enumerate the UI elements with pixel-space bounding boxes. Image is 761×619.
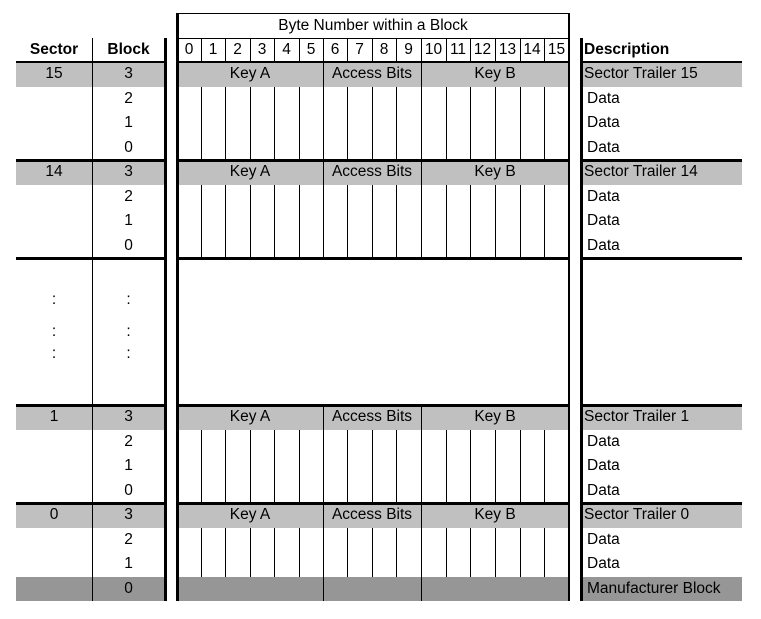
byte-divider bbox=[372, 185, 373, 210]
byte-divider bbox=[544, 209, 545, 234]
byte-divider bbox=[201, 454, 202, 479]
block-header: Block bbox=[107, 41, 150, 58]
block-number: 1 bbox=[124, 114, 133, 131]
byte-divider bbox=[396, 136, 397, 161]
byte-divider bbox=[544, 528, 545, 553]
byte-divider bbox=[201, 185, 202, 210]
byte-number-12: 12 bbox=[473, 41, 492, 58]
byte-divider bbox=[470, 479, 471, 504]
key-b-field: Key B bbox=[474, 65, 516, 82]
byte-divider bbox=[201, 552, 202, 577]
byte-number-9: 9 bbox=[404, 41, 413, 58]
byte-divider bbox=[421, 528, 422, 553]
ellipsis-sector: : bbox=[51, 323, 57, 340]
byte-divider bbox=[372, 209, 373, 234]
field-divider bbox=[323, 577, 324, 602]
byte-divider bbox=[495, 111, 496, 136]
header-bottom-rule-desc bbox=[581, 61, 742, 64]
sector-header: Sector bbox=[29, 41, 79, 58]
byte-number-8: 8 bbox=[379, 41, 389, 58]
byte-divider bbox=[421, 234, 422, 259]
byte-divider bbox=[470, 136, 471, 161]
byte-divider bbox=[274, 479, 275, 504]
field-divider bbox=[421, 160, 422, 185]
byte-divider bbox=[250, 185, 251, 210]
byte-divider bbox=[347, 479, 348, 504]
field-divider bbox=[421, 62, 422, 87]
byte-divider bbox=[225, 528, 226, 553]
byte-divider bbox=[372, 454, 373, 479]
byte-number-15: 15 bbox=[547, 41, 566, 58]
byte-divider bbox=[495, 528, 496, 553]
byte-divider bbox=[250, 430, 251, 455]
byte-divider bbox=[201, 38, 202, 62]
byte-divider bbox=[396, 454, 397, 479]
byte-divider bbox=[421, 38, 422, 62]
byte-divider bbox=[347, 234, 348, 259]
byte-divider bbox=[470, 38, 471, 62]
field-divider bbox=[323, 62, 324, 87]
field-divider bbox=[421, 503, 422, 528]
sector-separator-desc bbox=[581, 257, 742, 260]
byte-divider bbox=[421, 454, 422, 479]
byte-divider bbox=[396, 209, 397, 234]
byte-divider bbox=[421, 185, 422, 210]
byte-divider bbox=[421, 136, 422, 161]
byte-divider bbox=[274, 430, 275, 455]
block-number: 0 bbox=[124, 481, 133, 499]
sector-separator-grid bbox=[177, 159, 569, 162]
byte-divider bbox=[323, 234, 324, 259]
byte-divider bbox=[201, 209, 202, 234]
byte-divider bbox=[201, 528, 202, 553]
byte-divider bbox=[274, 185, 275, 210]
byte-divider bbox=[225, 234, 226, 259]
byte-divider bbox=[225, 552, 226, 577]
key-b-field: Key B bbox=[474, 163, 516, 180]
byte-divider bbox=[396, 430, 397, 455]
byte-divider bbox=[299, 38, 300, 62]
byte-divider bbox=[225, 185, 226, 210]
key-a-field: Key A bbox=[229, 163, 271, 180]
block-number: 0 bbox=[124, 236, 133, 254]
byte-divider bbox=[544, 430, 545, 455]
byte-divider bbox=[446, 454, 447, 479]
byte-divider bbox=[544, 111, 545, 136]
sector-separator-desc bbox=[581, 159, 742, 162]
byte-divider bbox=[446, 528, 447, 553]
byte-divider bbox=[495, 136, 496, 161]
byte-divider bbox=[225, 430, 226, 455]
block-description: Manufacturer Block bbox=[587, 579, 721, 597]
key-a-field: Key A bbox=[229, 408, 271, 425]
sector-separator-left bbox=[16, 404, 165, 407]
manufacturer-row-bg-grid bbox=[177, 577, 569, 602]
key-b-field: Key B bbox=[474, 408, 516, 425]
key-b-field: Key B bbox=[474, 506, 516, 523]
byte-number-7: 7 bbox=[355, 41, 364, 58]
block-number: 0 bbox=[124, 579, 133, 597]
byte-divider bbox=[225, 38, 226, 62]
byte-divider bbox=[299, 111, 300, 136]
block-number: 3 bbox=[124, 163, 133, 180]
byte-divider bbox=[446, 209, 447, 234]
byte-divider bbox=[250, 552, 251, 577]
byte-divider bbox=[274, 454, 275, 479]
byte-divider bbox=[274, 209, 275, 234]
block-number: 2 bbox=[124, 89, 133, 107]
grid-left-border bbox=[176, 13, 179, 601]
block-description: Sector Trailer 1 bbox=[584, 408, 690, 425]
byte-divider bbox=[446, 87, 447, 112]
byte-divider bbox=[520, 38, 521, 62]
byte-divider bbox=[495, 430, 496, 455]
byte-divider bbox=[274, 136, 275, 161]
block-description: Data bbox=[587, 481, 620, 499]
byte-divider bbox=[323, 430, 324, 455]
byte-divider bbox=[495, 209, 496, 234]
byte-number-5: 5 bbox=[306, 41, 316, 58]
byte-divider bbox=[274, 38, 275, 62]
block-description: Sector Trailer 0 bbox=[584, 506, 690, 523]
byte-divider bbox=[201, 136, 202, 161]
block-column-right-border bbox=[164, 38, 167, 601]
sector-number: 1 bbox=[49, 408, 59, 425]
byte-divider bbox=[299, 528, 300, 553]
byte-divider bbox=[250, 234, 251, 259]
byte-divider bbox=[544, 234, 545, 259]
byte-divider bbox=[520, 479, 521, 504]
byte-divider bbox=[372, 234, 373, 259]
block-description: Data bbox=[587, 114, 620, 131]
ellipsis-sector: : bbox=[51, 345, 57, 362]
byte-divider bbox=[372, 87, 373, 112]
block-number: 2 bbox=[124, 432, 133, 450]
block-description: Data bbox=[587, 457, 620, 474]
block-number: 1 bbox=[124, 212, 133, 229]
byte-divider bbox=[323, 87, 324, 112]
byte-divider bbox=[421, 479, 422, 504]
header-bottom-rule-left bbox=[16, 61, 165, 64]
byte-divider bbox=[323, 479, 324, 504]
block-description: Data bbox=[587, 212, 620, 229]
byte-divider bbox=[323, 528, 324, 553]
byte-divider bbox=[470, 552, 471, 577]
byte-divider bbox=[201, 479, 202, 504]
sector-separator-grid bbox=[177, 257, 569, 260]
byte-divider bbox=[520, 454, 521, 479]
header-bottom-rule-grid bbox=[177, 61, 569, 64]
byte-divider bbox=[201, 234, 202, 259]
sector-separator-left bbox=[16, 159, 165, 162]
sector-number: 15 bbox=[45, 65, 63, 82]
block-description: Data bbox=[587, 530, 620, 548]
byte-divider bbox=[201, 87, 202, 112]
byte-divider bbox=[470, 87, 471, 112]
byte-divider bbox=[495, 479, 496, 504]
byte-divider bbox=[470, 430, 471, 455]
byte-number-4: 4 bbox=[282, 41, 291, 58]
byte-divider bbox=[470, 185, 471, 210]
byte-divider bbox=[250, 454, 251, 479]
byte-number-10: 10 bbox=[424, 41, 443, 58]
byte-divider bbox=[520, 430, 521, 455]
byte-divider bbox=[274, 552, 275, 577]
byte-divider bbox=[250, 111, 251, 136]
byte-divider bbox=[495, 185, 496, 210]
byte-divider bbox=[323, 454, 324, 479]
byte-divider bbox=[396, 185, 397, 210]
byte-divider bbox=[396, 234, 397, 259]
byte-divider bbox=[520, 87, 521, 112]
byte-divider bbox=[544, 479, 545, 504]
byte-divider bbox=[323, 552, 324, 577]
byte-divider bbox=[495, 87, 496, 112]
byte-number-14: 14 bbox=[523, 41, 541, 58]
byte-divider bbox=[347, 552, 348, 577]
sector-separator-desc bbox=[581, 502, 742, 505]
byte-divider bbox=[446, 111, 447, 136]
byte-divider bbox=[396, 479, 397, 504]
byte-divider bbox=[347, 136, 348, 161]
byte-number-2: 2 bbox=[233, 41, 242, 58]
byte-divider bbox=[446, 136, 447, 161]
byte-divider bbox=[274, 234, 275, 259]
byte-divider bbox=[421, 87, 422, 112]
title-bottom-border bbox=[177, 38, 569, 39]
byte-divider bbox=[250, 209, 251, 234]
access-bits-field: Access Bits bbox=[331, 408, 413, 425]
byte-divider bbox=[544, 87, 545, 112]
ellipsis-block: : bbox=[126, 323, 131, 340]
byte-divider bbox=[372, 430, 373, 455]
byte-divider bbox=[470, 234, 471, 259]
sector-separator-left bbox=[16, 502, 165, 505]
byte-divider bbox=[396, 87, 397, 112]
field-divider bbox=[323, 503, 324, 528]
byte-divider bbox=[347, 209, 348, 234]
block-number: 3 bbox=[124, 65, 133, 82]
byte-divider bbox=[544, 185, 545, 210]
byte-divider bbox=[372, 552, 373, 577]
byte-divider bbox=[225, 136, 226, 161]
byte-divider bbox=[299, 479, 300, 504]
byte-divider bbox=[299, 209, 300, 234]
byte-divider bbox=[520, 528, 521, 553]
byte-divider bbox=[323, 209, 324, 234]
byte-divider bbox=[323, 111, 324, 136]
byte-divider bbox=[544, 454, 545, 479]
byte-divider bbox=[520, 185, 521, 210]
access-bits-field: Access Bits bbox=[331, 506, 413, 523]
byte-divider bbox=[201, 430, 202, 455]
byte-divider bbox=[520, 234, 521, 259]
block-description: Data bbox=[587, 236, 620, 254]
byte-divider bbox=[250, 87, 251, 112]
byte-divider bbox=[446, 430, 447, 455]
byte-number-11: 11 bbox=[449, 41, 467, 58]
byte-number-title: Byte Number within a Block bbox=[278, 17, 468, 34]
key-a-field: Key A bbox=[229, 65, 271, 82]
ellipsis-block: : bbox=[126, 291, 131, 308]
field-divider bbox=[323, 160, 324, 185]
access-bits-field: Access Bits bbox=[331, 163, 413, 180]
byte-divider bbox=[421, 552, 422, 577]
byte-number-0: 0 bbox=[184, 41, 194, 58]
block-number: 1 bbox=[124, 457, 133, 474]
byte-divider bbox=[372, 528, 373, 553]
ellipsis-block: : bbox=[126, 345, 131, 362]
block-number: 3 bbox=[124, 408, 133, 425]
byte-divider bbox=[520, 209, 521, 234]
byte-divider bbox=[495, 38, 496, 62]
byte-divider bbox=[520, 136, 521, 161]
block-number: 2 bbox=[124, 530, 133, 548]
byte-divider bbox=[446, 234, 447, 259]
byte-divider bbox=[347, 87, 348, 112]
byte-divider bbox=[299, 430, 300, 455]
byte-divider bbox=[372, 136, 373, 161]
byte-divider bbox=[250, 136, 251, 161]
block-description: Sector Trailer 14 bbox=[584, 163, 698, 180]
byte-divider bbox=[225, 454, 226, 479]
byte-divider bbox=[421, 111, 422, 136]
byte-divider bbox=[372, 111, 373, 136]
sector-separator-desc bbox=[581, 404, 742, 407]
block-number: 3 bbox=[124, 506, 133, 523]
byte-divider bbox=[274, 111, 275, 136]
block-description: Data bbox=[587, 89, 620, 107]
grid-right-border bbox=[568, 13, 571, 601]
sector-separator-grid bbox=[177, 404, 569, 407]
block-description: Data bbox=[587, 138, 620, 156]
byte-divider bbox=[347, 111, 348, 136]
block-number: 2 bbox=[124, 187, 133, 205]
byte-divider bbox=[323, 136, 324, 161]
byte-divider bbox=[299, 136, 300, 161]
block-description: Data bbox=[587, 187, 620, 205]
byte-divider bbox=[274, 528, 275, 553]
block-number: 1 bbox=[124, 555, 133, 572]
byte-divider bbox=[446, 552, 447, 577]
byte-divider bbox=[421, 209, 422, 234]
byte-divider bbox=[299, 185, 300, 210]
byte-divider bbox=[323, 185, 324, 210]
byte-divider bbox=[225, 87, 226, 112]
byte-number-13: 13 bbox=[498, 41, 517, 58]
sector-separator-left bbox=[16, 257, 165, 260]
byte-divider bbox=[225, 209, 226, 234]
byte-divider bbox=[225, 111, 226, 136]
sector-block-divider bbox=[92, 38, 93, 601]
ellipsis-sector: : bbox=[51, 291, 57, 308]
byte-divider bbox=[372, 479, 373, 504]
byte-number-1: 1 bbox=[208, 41, 218, 58]
byte-divider bbox=[470, 454, 471, 479]
byte-divider bbox=[201, 111, 202, 136]
byte-divider bbox=[347, 185, 348, 210]
byte-divider bbox=[347, 38, 348, 62]
block-number: 0 bbox=[124, 138, 133, 156]
byte-divider bbox=[299, 234, 300, 259]
byte-divider bbox=[446, 38, 447, 62]
byte-divider bbox=[544, 552, 545, 577]
byte-divider bbox=[250, 528, 251, 553]
access-bits-field: Access Bits bbox=[331, 65, 413, 82]
byte-divider bbox=[520, 552, 521, 577]
byte-divider bbox=[396, 552, 397, 577]
title-top-border bbox=[177, 13, 569, 14]
sector-number: 14 bbox=[45, 163, 63, 180]
byte-divider bbox=[250, 479, 251, 504]
byte-divider bbox=[225, 479, 226, 504]
byte-divider bbox=[347, 528, 348, 553]
byte-divider bbox=[495, 234, 496, 259]
byte-divider bbox=[396, 528, 397, 553]
byte-divider bbox=[396, 111, 397, 136]
byte-divider bbox=[299, 87, 300, 112]
block-description: Data bbox=[587, 432, 620, 450]
byte-divider bbox=[470, 111, 471, 136]
byte-divider bbox=[347, 430, 348, 455]
block-description: Sector Trailer 15 bbox=[584, 65, 698, 82]
byte-divider bbox=[372, 38, 373, 62]
field-divider bbox=[421, 577, 422, 602]
byte-divider bbox=[470, 209, 471, 234]
byte-divider bbox=[495, 454, 496, 479]
byte-divider bbox=[421, 430, 422, 455]
description-header: Description bbox=[584, 41, 670, 58]
byte-divider bbox=[446, 479, 447, 504]
block-description: Data bbox=[587, 555, 620, 572]
byte-divider bbox=[299, 454, 300, 479]
field-divider bbox=[421, 405, 422, 430]
byte-divider bbox=[250, 38, 251, 62]
byte-divider bbox=[446, 185, 447, 210]
byte-divider bbox=[274, 87, 275, 112]
byte-divider bbox=[520, 111, 521, 136]
byte-divider bbox=[544, 38, 545, 62]
byte-divider bbox=[544, 136, 545, 161]
byte-divider bbox=[495, 552, 496, 577]
byte-divider bbox=[323, 38, 324, 62]
byte-divider bbox=[396, 38, 397, 62]
byte-divider bbox=[299, 552, 300, 577]
sector-number: 0 bbox=[49, 506, 59, 523]
byte-divider bbox=[347, 454, 348, 479]
byte-divider bbox=[470, 528, 471, 553]
byte-number-3: 3 bbox=[257, 41, 267, 58]
byte-number-6: 6 bbox=[330, 41, 340, 58]
description-left-border bbox=[580, 38, 583, 601]
key-a-field: Key A bbox=[229, 506, 271, 523]
sector-separator-grid bbox=[177, 502, 569, 505]
field-divider bbox=[323, 405, 324, 430]
